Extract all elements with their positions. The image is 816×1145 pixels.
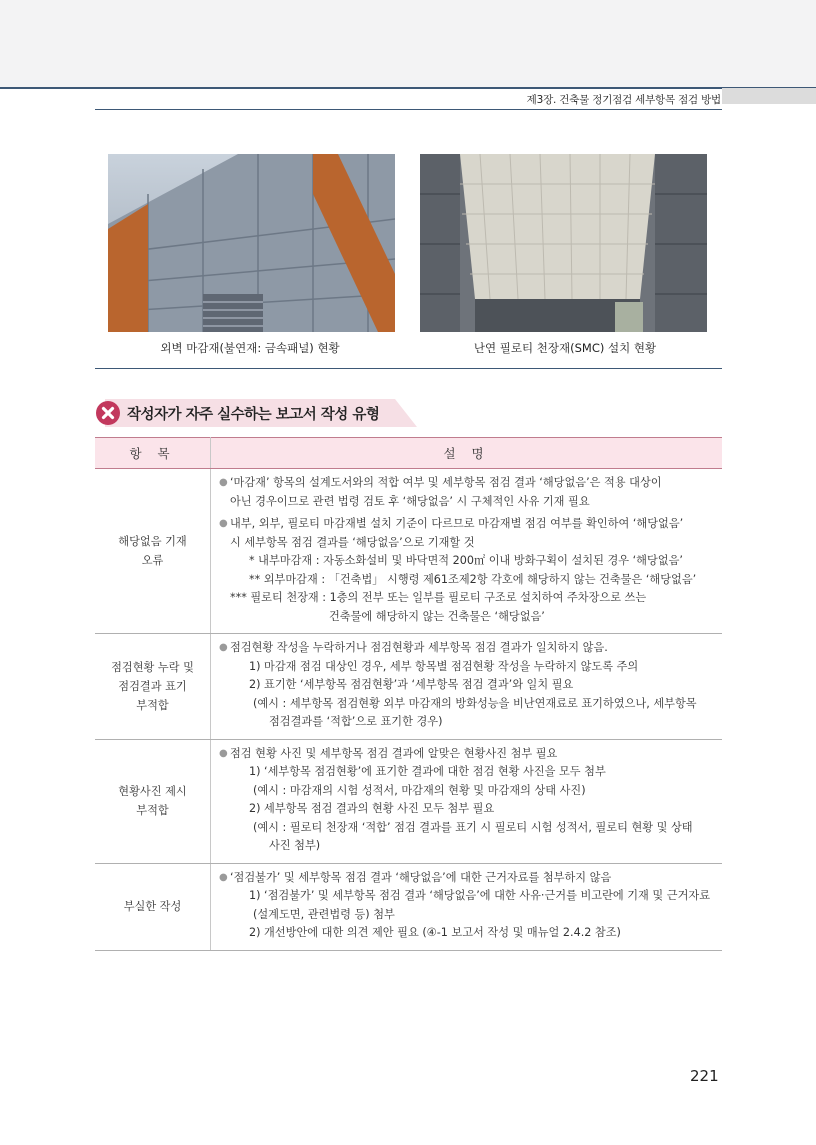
chapter-title: 제3장. 건축물 정기점검 세부항목 점검 방법 [526,94,721,106]
bullet-icon: ● [219,871,228,883]
bullet-item [219,639,714,658]
numbered-item: 1) ‘세부항목 점검현황’에 표기한 결과에 대한 점검 현황 사진을 모두 첨부 [249,765,606,778]
page-number: 221 [690,1067,719,1085]
numbered-item: 1) 마감재 점검 대상인 경우, 세부 항목별 점검현황 작성을 누락하지 않도록 주의 [249,659,639,673]
example-line: (예시 : 필로티 천장재 ‘적합’ 점검 결과를 표기 시 필로티 시험 성적서, 필로티 현황 및 상태 [253,820,693,834]
table-row [95,634,722,740]
example-line: (예시 : 마감재의 시험 성적서, 마감재의 현황 및 마감재의 상태 사진) [253,783,586,797]
mistake-table [95,437,722,951]
row-label-line: 부실한 작성 [123,900,182,913]
row-label [95,634,211,740]
bullet-text: ‘점검불가’ 및 세부항목 점검 결과 ‘해당없음’에 대한 근거자료를 첨부하지 않음 [230,870,612,884]
note-line: ** 외부마감재 : 「건축법」 시행령 제61조제2항 각호에 해당하지 않는 건축물은 ‘해당없음’ [249,572,697,586]
numbered-item: 1) ‘점검불가’ 및 세부항목 점검 결과 ‘해당없음’에 대한 사유·근거를 비고란에 기재 및 근거자료 [249,889,710,902]
chapter-tab [722,88,816,104]
bullet-text: ‘마감재’ 항목의 설계도서와의 적합 여부 및 세부항목 점검 결과 ‘해당없음’은 적용 대상이 [230,476,662,489]
bullet-item [219,745,714,764]
bullet-icon: ● [219,518,228,529]
row-description [211,863,723,950]
example-line: (설계도면, 관련법령 등) 첨부 [253,907,395,921]
numbered-item: 2) 개선방안에 대한 의견 제안 필요 (④-1 보고서 작성 및 매뉴얼 2.4.2 참조) [249,926,621,939]
bullet-icon: ● [219,747,228,759]
bullet-text: 내부, 외부, 필로티 마감재별 설치 기준이 다르므로 마감재별 점검 여부를 확인하여 ‘해당없음’ [230,517,684,530]
photo-caption-2: 난연 필로티 천장재(SMC) 설치 현황 [473,341,657,355]
photo-panel [95,110,722,369]
row-label-line: 해당없음 기재 [118,535,187,548]
note-line: *** 필로티 천장재 : 1층의 전부 또는 일부를 필로티 구조로 설치하여 주차장으로 쓰는 [230,591,647,604]
example-line: 점검결과를 ‘적합’으로 표기한 경우) [269,715,443,728]
section-title: 작성자가 자주 실수하는 보고서 작성 유형 [127,407,380,423]
bullet-item [219,474,714,493]
bullet-text: 점검 현황 사진 및 세부항목 점검 결과에 알맞은 현황사진 첨부 필요 [230,746,558,760]
row-description [211,634,723,740]
row-label-line: 오류 [141,554,164,567]
row-label-line: 점검결과 표기 [118,679,187,693]
note-line: * 내부마감재 : 자동소화설비 및 바닥면적 200㎡ 이내 방화구획이 설치된 경우 ‘해당없음’ [249,554,683,567]
photo-piloti-ceiling [420,154,707,332]
bullet-item [219,869,714,888]
row-description [211,739,723,863]
bullet-item [219,515,714,534]
header-band [0,0,816,87]
row-label [95,739,211,863]
table-row [95,863,722,950]
note-line: 건축물에 해당하지 않는 건축물은 ‘해당없음’ [329,609,545,623]
x-circle-icon [95,400,121,426]
bullet-icon: ● [219,642,228,653]
numbered-item: 2) 표기한 ‘세부항목 점검현황’과 ‘세부항목 점검 결과’와 일치 필요 [249,678,574,691]
header-rule [0,87,816,89]
row-label [95,469,211,634]
row-label-line: 점검현황 누락 및 [111,660,194,674]
numbered-item: 2) 세부항목 점검 결과의 현황 사진 모두 첨부 필요 [249,802,495,815]
row-label [95,863,211,950]
header-description: 설 명 [211,438,723,469]
table-header-row [95,438,722,469]
table-row [95,739,722,863]
bullet-icon: ● [219,477,228,488]
row-label-line: 현황사진 제시 [118,785,187,798]
photo-caption-1: 외벽 마감재(불연재: 금속패널) 현황 [160,341,340,355]
header-item: 항 목 [95,438,211,469]
photo-exterior-panel-building [108,154,395,332]
continuation-line: 아닌 경우이므로 관련 법령 검토 후 ‘해당없음’ 시 구체적인 사유 기재 필요 [230,494,590,508]
continuation-line: 시 세부항목 점검 결과를 ‘해당없음’으로 기재할 것 [230,535,475,549]
example-line: (예시 : 세부항목 점검현황 외부 마감재의 방화성능을 비난연재료로 표기하였으나, 세부항목 [253,696,697,710]
row-label-line: 부적합 [136,804,169,817]
row-label-line: 부적합 [136,698,169,712]
table-row [95,469,722,634]
example-line: 사진 첨부) [269,839,321,852]
bullet-text: 점검현황 작성을 누락하거나 점검현황과 세부항목 점검 결과가 일치하지 않음. [230,641,608,654]
row-description [211,469,723,634]
